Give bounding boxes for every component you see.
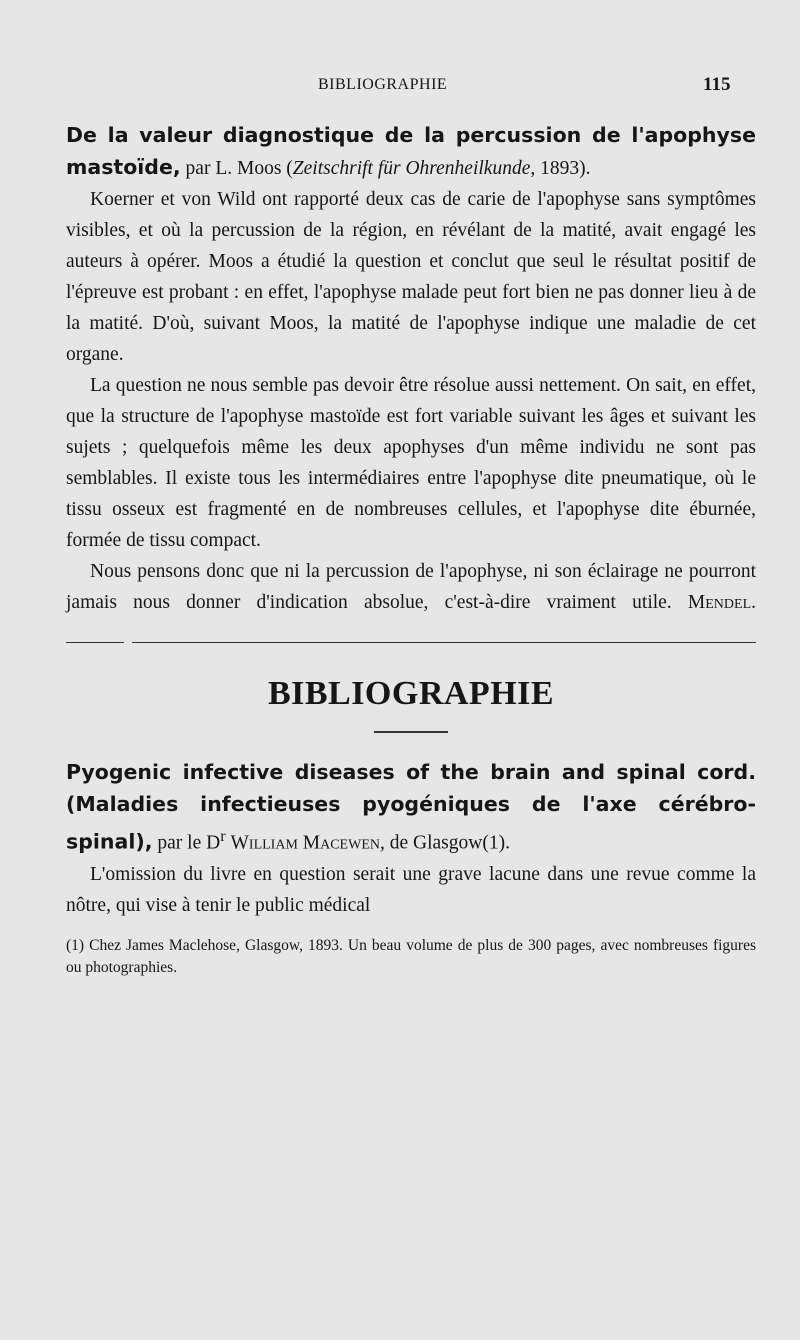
article-moos xyxy=(66,120,756,618)
article-body xyxy=(66,859,756,921)
article-author: par L. Moos ( xyxy=(180,158,293,179)
article-title xyxy=(66,757,756,859)
article-title-bold: De la valeur diagnostique de la percussion de l'apophyse mastoïde, xyxy=(66,123,756,179)
closing-paragraph xyxy=(66,556,756,618)
article-year: , 1893). xyxy=(530,158,591,179)
page-content xyxy=(66,120,756,979)
closing-paragraph-text: Nous pensons donc que ni la percussion de l'apophyse, ni son éclairage ne pourront jamais nous donner d'indication absolue, c'est-à-dire vraiment utile. xyxy=(66,561,756,613)
article-place: , de Glasgow xyxy=(379,832,483,854)
divider-long-rule xyxy=(132,642,756,643)
divider-short-rule xyxy=(66,642,124,643)
footnote-reference: (1). xyxy=(482,832,510,854)
author-title-superscript: r xyxy=(220,827,226,845)
article-author-name: William Macewen xyxy=(230,832,380,854)
section-title-underline xyxy=(374,731,448,733)
footnote: (1) Chez James Maclehose, Glasgow, 1893. Un beau volume de plus de 300 pages, avec nombreuses figures ou photographies. xyxy=(66,936,756,976)
section-divider xyxy=(66,618,756,658)
page-number: 115 xyxy=(703,74,731,95)
paragraph: L'omission du livre en question serait une grave lacune dans une revue comme la nôtre, qui vise à tenir le public médical xyxy=(66,863,756,916)
section-title: BIBLIOGRAPHIE xyxy=(267,675,555,712)
running-header xyxy=(0,74,800,100)
reviewer-signature: Mendel. xyxy=(687,592,756,613)
article-title xyxy=(66,120,756,184)
article-body xyxy=(66,184,756,618)
article-title-bold: Pyogenic infective diseases of the brain and spinal cord. (Maladies infectieuses pyogéniques de l'axe cérébro-spinal), xyxy=(66,760,756,854)
article-macewen xyxy=(66,757,756,979)
paragraph: Koerner et von Wild ont rapporté deux cas de carie de l'apophyse sans symptômes visibles, et où la percussion de la région, en révélant de la matité, avait engagé les auteurs à opérer. Moos a étudié la question et conclut que seul le résultat positif de l'épreuve est probant : en effet, l'apophyse malade peut fort bien ne pas donner lieu à de la matité. D'où, suivant Moos, la matité de l'apophyse indique une maladie de cet organe. xyxy=(66,189,756,365)
paragraph: La question ne nous semble pas devoir être résolue aussi nettement. On sait, en effet, que la structure de l'apophyse mastoïde est fort variable suivant les âges et suivant les sujets ; quelquefois même les deux apophyses d'un même individu ne sont pas semblables. Il existe tous les intermédiaires entre l'apophyse dite pneumatique, où le tissu osseux est fragmenté en de nombreuses cellules, et l'apophyse dite éburnée, formée de tissu compact. xyxy=(66,375,756,551)
running-title: BIBLIOGRAPHIE xyxy=(318,76,448,93)
article-journal: Zeitschrift für Ohrenheilkunde xyxy=(292,158,531,179)
article-author-prefix: par le D xyxy=(152,832,221,854)
